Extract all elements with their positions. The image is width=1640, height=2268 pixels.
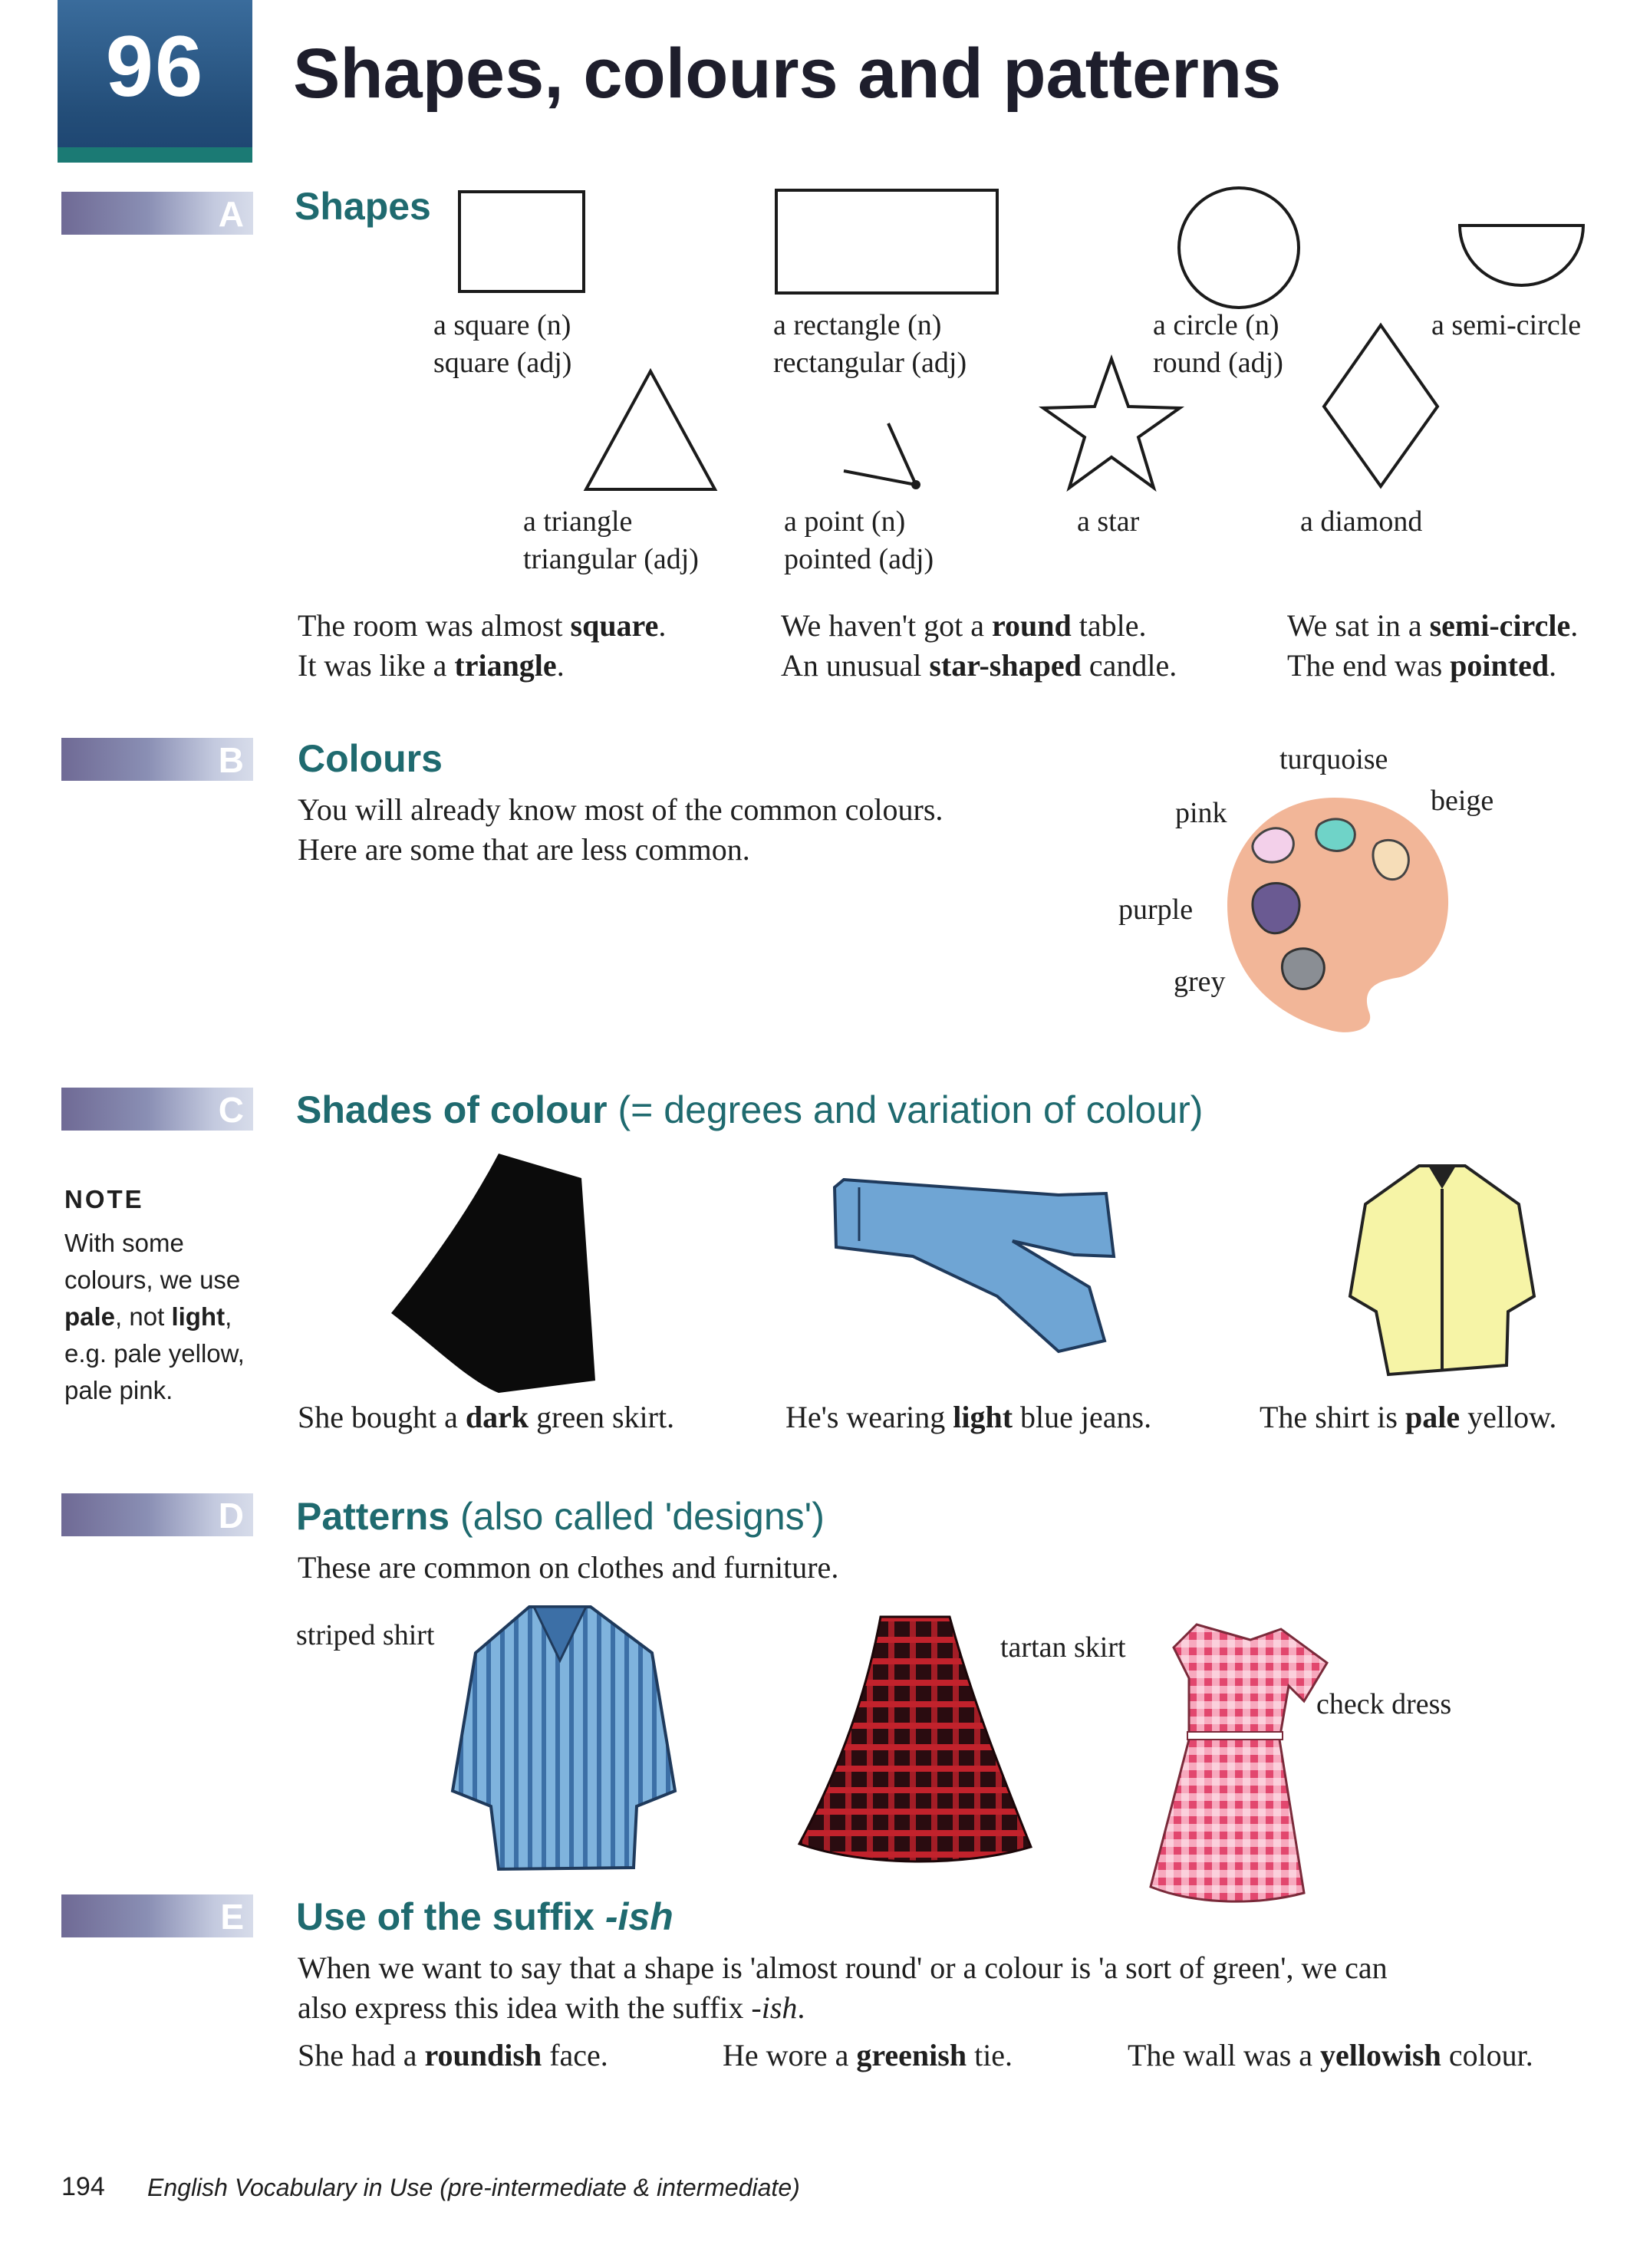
circle-noun: a circle (n) <box>1153 309 1279 341</box>
semicircle-shape-icon <box>1457 222 1588 291</box>
suffix-explanation <box>298 1948 1388 2028</box>
rectangle-noun: a rectangle (n) <box>773 309 942 341</box>
suffix-explanation-line2: also express this idea with the suffix -ish. <box>298 1990 805 2025</box>
section-e-heading <box>296 1894 673 1939</box>
note-text: With some colours, we use pale, not light, e.g. pale yellow, pale pink. <box>64 1229 245 1404</box>
section-c-heading-note: (= degrees and variation of colour) <box>607 1088 1204 1131</box>
striped-shirt-illustration <box>445 1599 683 1875</box>
suffix-explanation-line1: When we want to say that a shape is 'almost round' or a colour is 'a sort of green', we can <box>298 1950 1388 1985</box>
rectangle-shape-icon <box>775 189 1005 301</box>
suffix-example-2: He wore a greenish tie. <box>723 2038 1013 2072</box>
tartan-skirt-illustration <box>796 1609 1034 1870</box>
point-adj: pointed (adj) <box>784 543 934 575</box>
star-noun: a star <box>1077 505 1140 538</box>
section-tab-a <box>61 192 253 235</box>
example-line: It was like a triangle. <box>298 648 565 683</box>
caption-jeans: He's wearing light blue jeans. <box>785 1400 1152 1434</box>
triangle-noun: a triangle <box>523 505 633 538</box>
palette-pink-label: pink <box>1175 797 1227 829</box>
semicircle-label <box>1431 307 1581 344</box>
triangle-label <box>523 503 699 578</box>
book-title: English Vocabulary in Use (pre-intermediate & intermediate) <box>147 2174 800 2201</box>
palette-purple-label: purple <box>1118 894 1194 926</box>
diamond-shape-icon <box>1319 322 1442 491</box>
check-dress-label: check dress <box>1316 1688 1452 1720</box>
point-noun: a point (n) <box>784 505 906 538</box>
rectangle-label <box>773 307 967 382</box>
section-c-heading <box>296 1088 1203 1132</box>
suffix-example-3: The wall was a yellowish colour. <box>1128 2038 1533 2072</box>
example-line: We sat in a semi-circle. <box>1287 608 1579 643</box>
caption-skirt: She bought a dark green skirt. <box>298 1400 675 1434</box>
unit-badge <box>58 0 252 163</box>
section-d-heading <box>296 1494 825 1539</box>
shapes-examples-col2 <box>781 606 1177 686</box>
tartan-skirt-label: tartan skirt <box>1000 1631 1126 1664</box>
square-noun: a square (n) <box>433 309 571 341</box>
section-tab-d <box>61 1493 253 1536</box>
square-label <box>433 307 571 382</box>
section-letter-b: B <box>218 740 244 780</box>
shapes-examples-col3 <box>1287 606 1578 686</box>
section-e-heading-suffix: -ish <box>604 1895 673 1938</box>
section-tab-b <box>61 738 253 781</box>
example-line: We haven't got a round table. <box>781 608 1147 643</box>
patterns-intro: These are common on clothes and furniture. <box>298 1550 839 1585</box>
pale-shirt-illustration <box>1342 1158 1542 1381</box>
circle-adj: round (adj) <box>1153 347 1283 379</box>
colours-intro-line1: You will already know most of the common colours. <box>298 792 943 827</box>
rectangle-adj: rectangular (adj) <box>773 347 967 379</box>
unit-number: 96 <box>105 18 205 114</box>
suffix-example-1: She had a roundish face. <box>298 2038 608 2072</box>
triangle-shape-icon <box>583 368 721 495</box>
example-line: An unusual star-shaped candle. <box>781 648 1177 683</box>
star-shape-icon <box>1040 356 1186 494</box>
example-line: The end was pointed. <box>1287 648 1557 683</box>
palette-beige-label: beige <box>1431 785 1494 817</box>
point-label <box>784 503 934 578</box>
shapes-examples-col1 <box>298 606 666 686</box>
square-shape-icon <box>458 190 588 298</box>
section-d-heading-note: (also called 'designs') <box>450 1495 825 1538</box>
section-e-heading-main: Use of the suffix <box>296 1895 605 1938</box>
caption-shirt: The shirt is pale yellow. <box>1260 1400 1557 1434</box>
colours-intro-line2: Here are some that are less common. <box>298 832 750 867</box>
page-title: Shapes, colours and patterns <box>293 35 1282 113</box>
star-label <box>1077 503 1139 541</box>
section-tab-e <box>61 1894 253 1937</box>
palette-turquoise-label: turquoise <box>1279 743 1388 775</box>
section-letter-e: E <box>220 1897 244 1937</box>
diamond-noun: a diamond <box>1300 505 1423 538</box>
paint-palette-icon <box>1220 790 1450 1035</box>
square-adj: square (adj) <box>433 347 572 379</box>
point-shape-icon <box>841 420 925 497</box>
section-c-heading-main: Shades of colour <box>296 1088 608 1131</box>
palette-grey-label: grey <box>1174 966 1226 998</box>
circle-shape-icon <box>1175 184 1306 314</box>
semicircle-noun: a semi-circle <box>1431 309 1582 341</box>
dark-skirt-illustration <box>384 1150 606 1396</box>
light-jeans-illustration <box>828 1164 1120 1356</box>
section-a-heading: Shapes <box>295 185 431 228</box>
section-letter-c: C <box>218 1090 244 1130</box>
diamond-label <box>1300 503 1422 541</box>
page-number: 194 <box>61 2172 105 2201</box>
section-letter-a: A <box>218 194 244 234</box>
striped-shirt-label: striped shirt <box>296 1619 435 1651</box>
section-tab-c <box>61 1088 253 1131</box>
check-dress-illustration <box>1143 1617 1342 1908</box>
section-b-heading: Colours <box>298 737 443 780</box>
colours-intro <box>298 790 943 870</box>
triangle-adj: triangular (adj) <box>523 543 699 575</box>
section-letter-d: D <box>218 1496 244 1536</box>
unit-badge-stripe <box>58 147 252 163</box>
example-line: The room was almost square. <box>298 608 667 643</box>
section-d-heading-main: Patterns <box>296 1495 450 1538</box>
note-title: NOTE <box>64 1185 144 1213</box>
